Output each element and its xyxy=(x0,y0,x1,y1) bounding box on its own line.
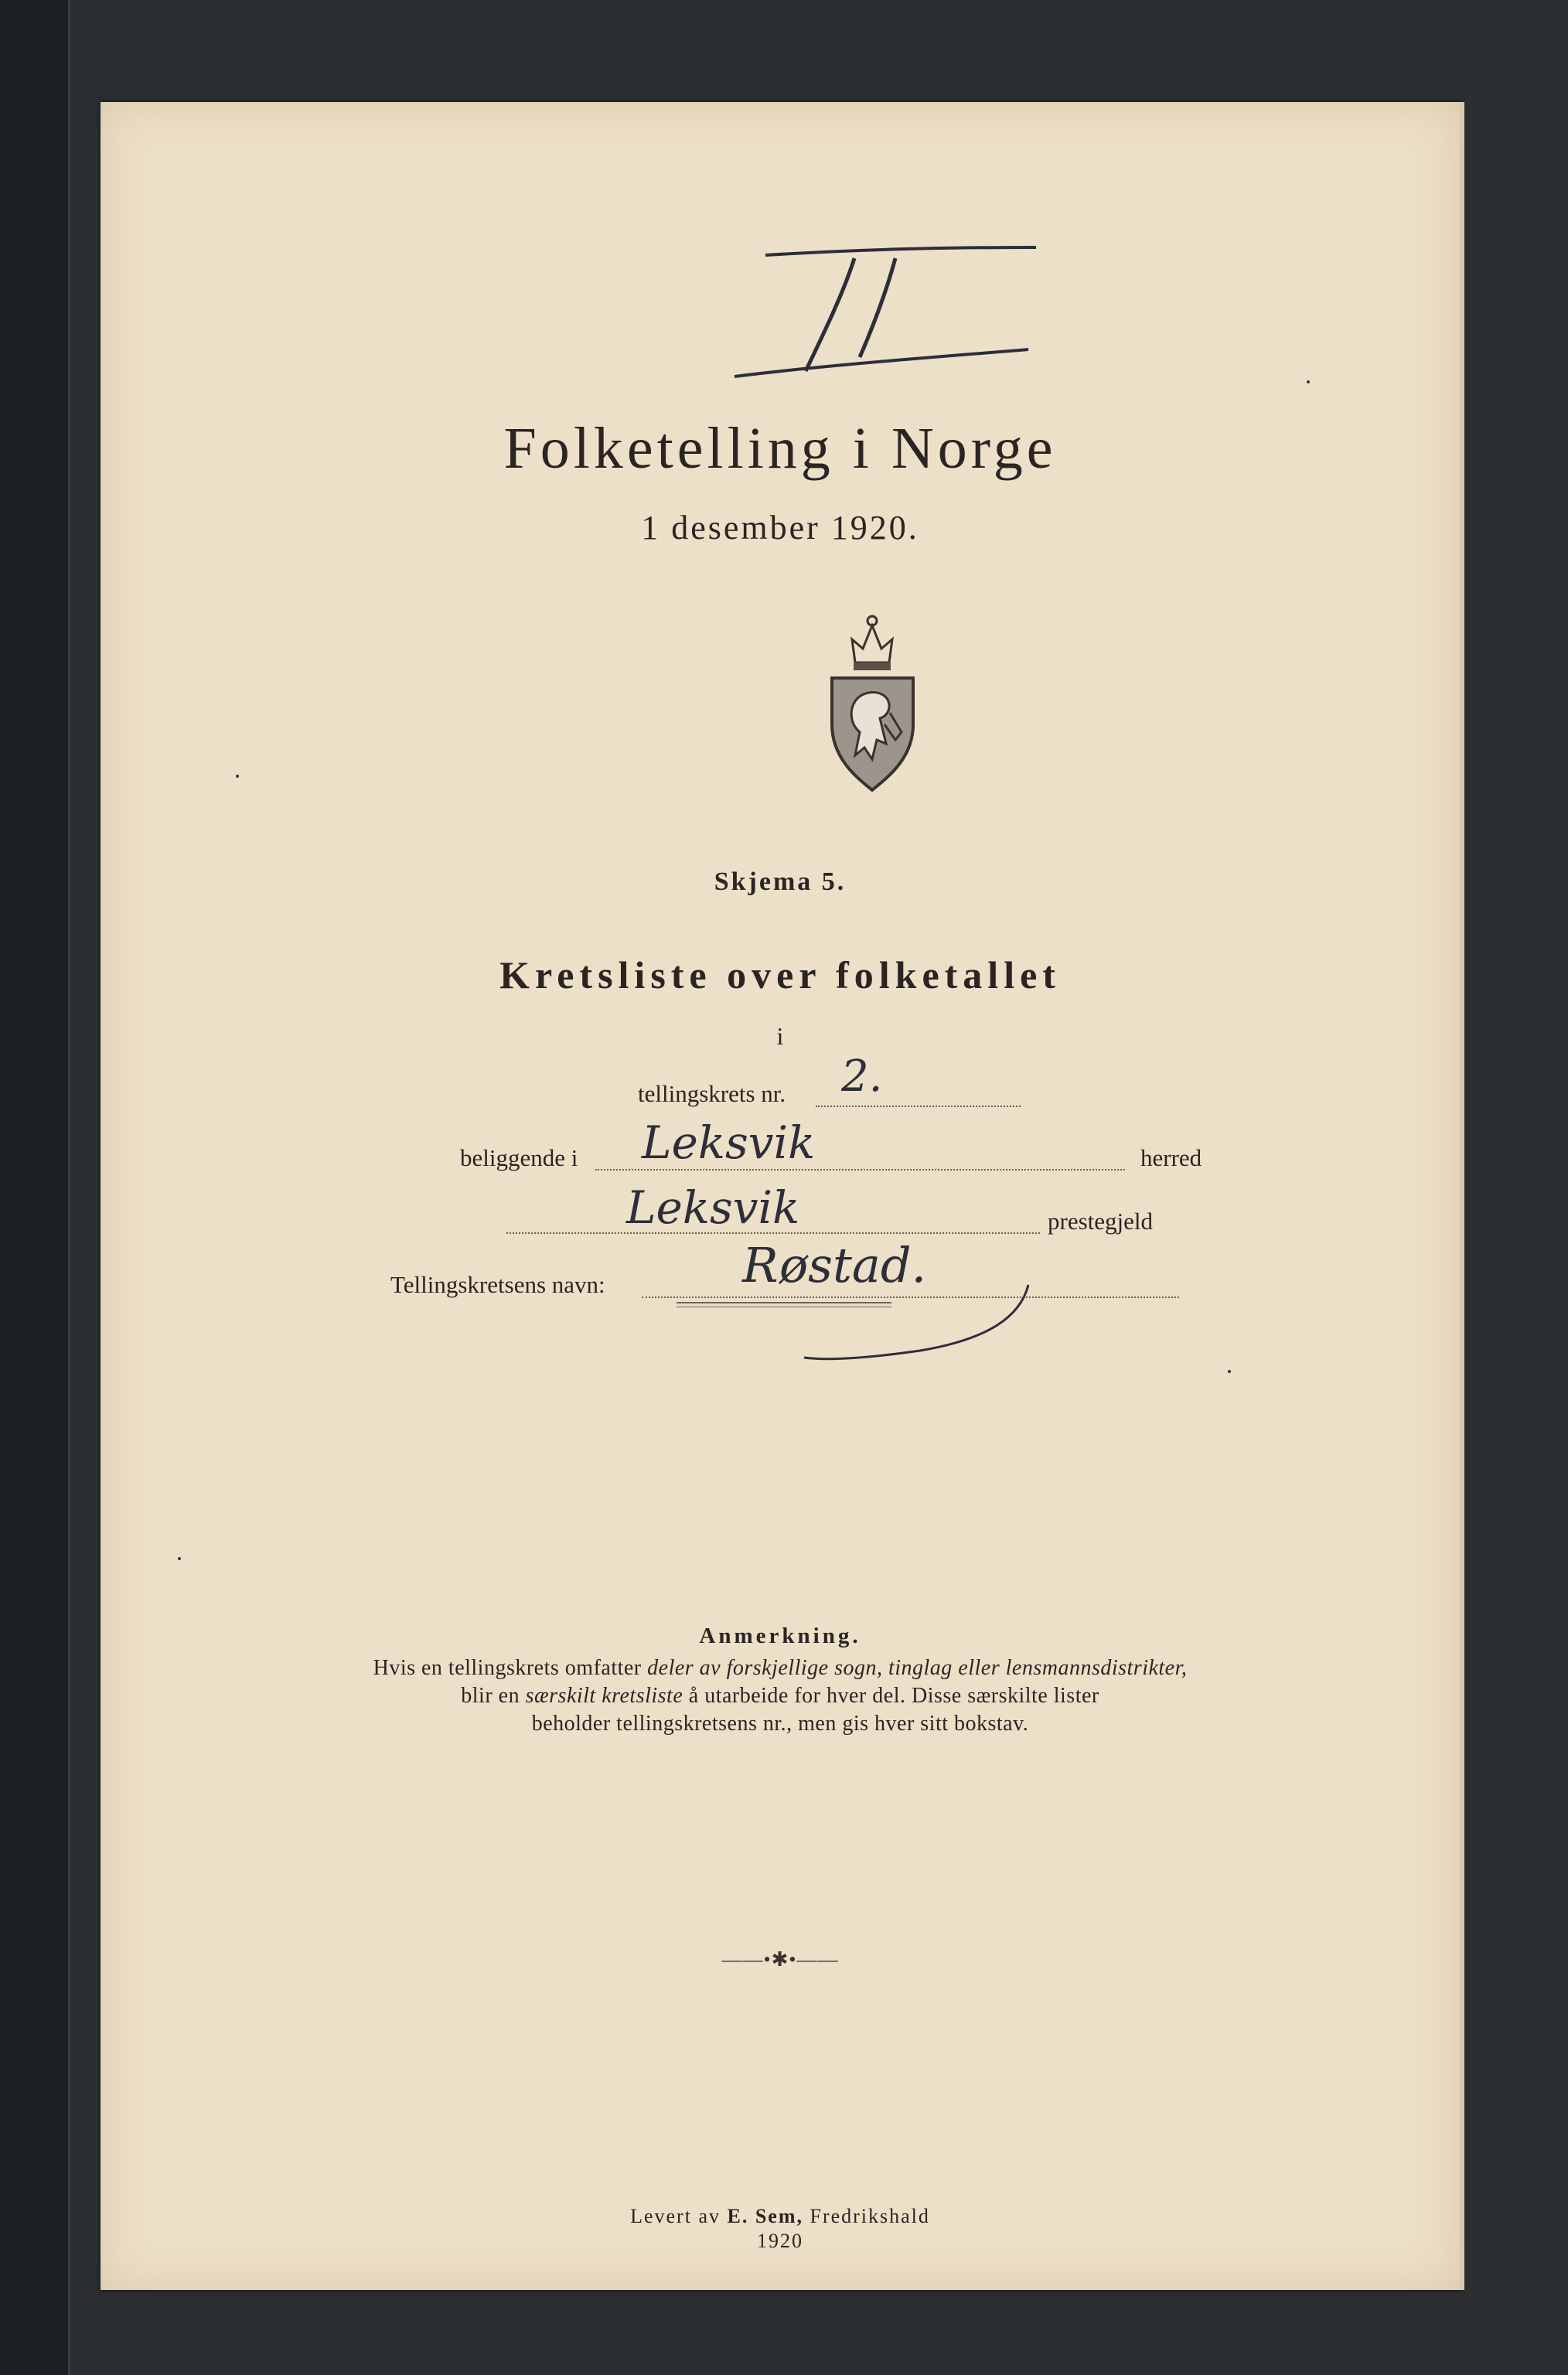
census-date: 1 desember 1920. xyxy=(641,509,919,547)
beliggende-label: beliggende i xyxy=(460,1144,578,1171)
kretsnavn-label: Tellingskretsens navn: xyxy=(390,1271,605,1298)
note-line-1-italic: deler av forskjellige sogn, tinglag eller lensmannsdistrikter, xyxy=(647,1656,1188,1680)
handwritten-numeral-ii xyxy=(719,241,1044,388)
paper-speck xyxy=(1228,1370,1231,1373)
printer-credit xyxy=(101,2205,1460,2228)
note-heading: Anmerkning. xyxy=(699,1624,861,1648)
herred-line xyxy=(595,1169,1125,1170)
herred-value: Leksvik xyxy=(642,1116,816,1169)
printer-year: 1920 xyxy=(757,2230,803,2252)
paper-speck xyxy=(1307,380,1310,383)
tellingskrets-line xyxy=(816,1106,1021,1107)
tellingskrets-label: tellingskrets nr. xyxy=(638,1080,786,1107)
connector-word: i xyxy=(776,1022,784,1050)
ornament-divider: ——•✱•—— xyxy=(721,1948,839,1971)
prestegjeld-label: prestegjeld xyxy=(1048,1208,1154,1235)
note-line-1-text: Hvis en tellingskrets omfatter xyxy=(373,1656,648,1680)
census-form-page xyxy=(101,102,1460,2290)
note-line-2-text-c: å utarbeide for hver del. Disse særskilte lister xyxy=(683,1684,1099,1708)
book-binding xyxy=(0,0,70,2375)
note-line-2-text-a: blir en xyxy=(461,1684,526,1708)
binding-edge xyxy=(68,0,70,2375)
form-heading: Kretsliste over folketallet xyxy=(499,953,1061,997)
separator-rule xyxy=(677,1302,891,1303)
page-edge xyxy=(1460,102,1464,2290)
schema-number: Skjema 5. xyxy=(714,867,847,896)
printer-prefix: Levert av xyxy=(630,2205,728,2227)
paper-speck xyxy=(236,775,239,778)
prestegjeld-value: Leksvik xyxy=(626,1181,800,1234)
printer-place: Fredrikshald xyxy=(803,2205,930,2227)
note-line-3: beholder tellingskretsens nr., men gis hver sitt bokstav. xyxy=(531,1712,1029,1736)
paper-speck xyxy=(178,1557,181,1560)
note-line-2-italic: særskilt kretsliste xyxy=(525,1684,683,1708)
form-title: Folketelling i Norge xyxy=(503,416,1057,481)
herred-label: herred xyxy=(1140,1144,1202,1171)
note-line-2 xyxy=(101,1684,1460,1709)
kretsnavn-value: Røstad. xyxy=(742,1237,927,1293)
note-line-1 xyxy=(101,1656,1460,1681)
printer-name: E. Sem, xyxy=(727,2205,803,2227)
signature-flourish xyxy=(796,1277,1044,1362)
norwegian-coat-of-arms-icon xyxy=(824,608,921,794)
tellingskrets-value: 2. xyxy=(841,1051,883,1102)
